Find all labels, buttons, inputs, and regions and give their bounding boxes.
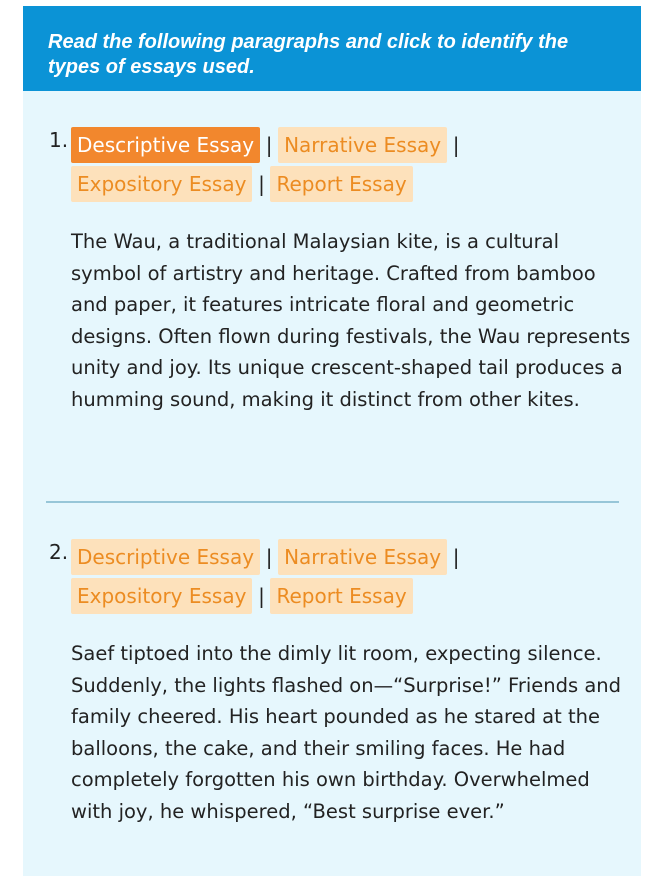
option-narrative-essay[interactable]: Narrative Essay — [278, 127, 447, 163]
answer-options — [71, 539, 631, 617]
option-separator: | — [265, 133, 273, 157]
option-report-essay[interactable]: Report Essay — [270, 166, 412, 202]
option-descriptive-essay[interactable]: Descriptive Essay — [71, 127, 260, 163]
passage-text: Saef tiptoed into the dimly lit room, expecting silence. Suddenly, the lights flashed on—“Surprise!” Friends and family cheered. His heart pounded as he stared at the balloons, the cake, and their smiling faces. He had completely forgotten his own birthday. Overwhelmed with joy, he whispered, “Best surprise ever.” — [71, 642, 622, 823]
option-separator: | — [265, 545, 273, 569]
section-divider — [46, 501, 619, 503]
options-row-1 — [71, 539, 631, 575]
option-separator: | — [452, 133, 460, 157]
option-report-essay[interactable]: Report Essay — [270, 578, 412, 614]
instruction-header — [23, 6, 641, 91]
answer-options — [71, 127, 631, 205]
question-number: 1. — [49, 128, 69, 152]
option-descriptive-essay[interactable]: Descriptive Essay — [71, 539, 260, 575]
options-row-1 — [71, 127, 631, 163]
option-separator: | — [258, 584, 265, 608]
options-row-2 — [71, 578, 631, 614]
passage-text: The Wau, a traditional Malaysian kite, is a cultural symbol of artistry and heritage. Crafted from bamboo and paper, it features intricate floral and geometric designs. Often flown during festivals, the Wau represents unity and joy. Its unique crescent-shaped tail produces a humming sound, making it distinct from other kites. — [71, 230, 631, 411]
options-row-2 — [71, 166, 631, 202]
exercise-card — [23, 6, 641, 876]
option-expository-essay[interactable]: Expository Essay — [71, 166, 252, 202]
option-separator: | — [258, 172, 265, 196]
instruction-text: Read the following paragraphs and click to identify the types of essays used. — [48, 31, 569, 78]
option-expository-essay[interactable]: Expository Essay — [71, 578, 252, 614]
option-narrative-essay[interactable]: Narrative Essay — [278, 539, 447, 575]
option-separator: | — [452, 545, 460, 569]
question-number: 2. — [49, 540, 69, 564]
